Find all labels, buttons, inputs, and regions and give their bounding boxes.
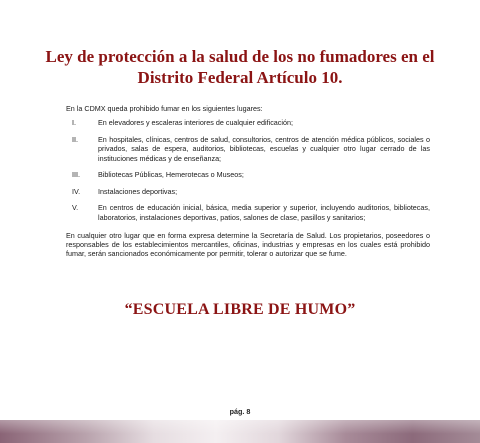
slogan-heading: “ESCUELA LIBRE DE HUMO” bbox=[124, 301, 356, 318]
list-item-text: Instalaciones deportivas; bbox=[98, 186, 178, 196]
list-item-number: I. bbox=[72, 118, 76, 127]
list-item-text: En elevadores y escaleras interiores de cualquier edificación; bbox=[98, 118, 293, 127]
list-item bbox=[66, 170, 430, 180]
prohibited-places-list bbox=[66, 118, 430, 229]
list-item bbox=[66, 118, 430, 128]
list-item bbox=[66, 135, 430, 164]
list-item-number: IV. bbox=[72, 186, 81, 196]
page-number: pág. 8 bbox=[229, 407, 251, 416]
list-item-text: En hospitales, clínicas, centros de salud, consultorios, centros de atención médica públicos, sociales o privados, salas de espera, auditorios, bibliotecas, escuelas y cualquier otro lugar cerrado de las instituciones médicas y de enseñanza; bbox=[98, 134, 430, 163]
footer-band bbox=[0, 420, 480, 443]
list-item-text: Bibliotecas Públicas, Hemerotecas o Museos; bbox=[98, 170, 244, 179]
list-item bbox=[66, 203, 430, 222]
list-item-text: En centros de educación inicial, básica, media superior y superior, incluyendo auditorios, bibliotecas, laboratorios, instalaciones deportivas, patios, salones de clase, pasillos y sanitarios; bbox=[98, 203, 430, 222]
document-title: Ley de protección a la salud de los no fumadores en el Distrito Federal Artículo 10. bbox=[45, 47, 435, 87]
list-item-number: V. bbox=[72, 203, 79, 212]
intro-text: En la CDMX queda prohibido fumar en los siguientes lugares: bbox=[66, 104, 263, 113]
list-item bbox=[66, 187, 430, 197]
closing-paragraph: En cualquier otro lugar que en forma expresa determine la Secretaría de Salud. Los propietarios, poseedores o responsables de los establecimientos mercantiles, oficinas, industrias y empresas en los cuales está prohibido fumar, serán sancionados económicamente por permitir, tolerar o autorizar que se fume. bbox=[66, 231, 430, 259]
list-item-number: II. bbox=[72, 134, 78, 144]
list-item-number: III. bbox=[72, 170, 80, 179]
